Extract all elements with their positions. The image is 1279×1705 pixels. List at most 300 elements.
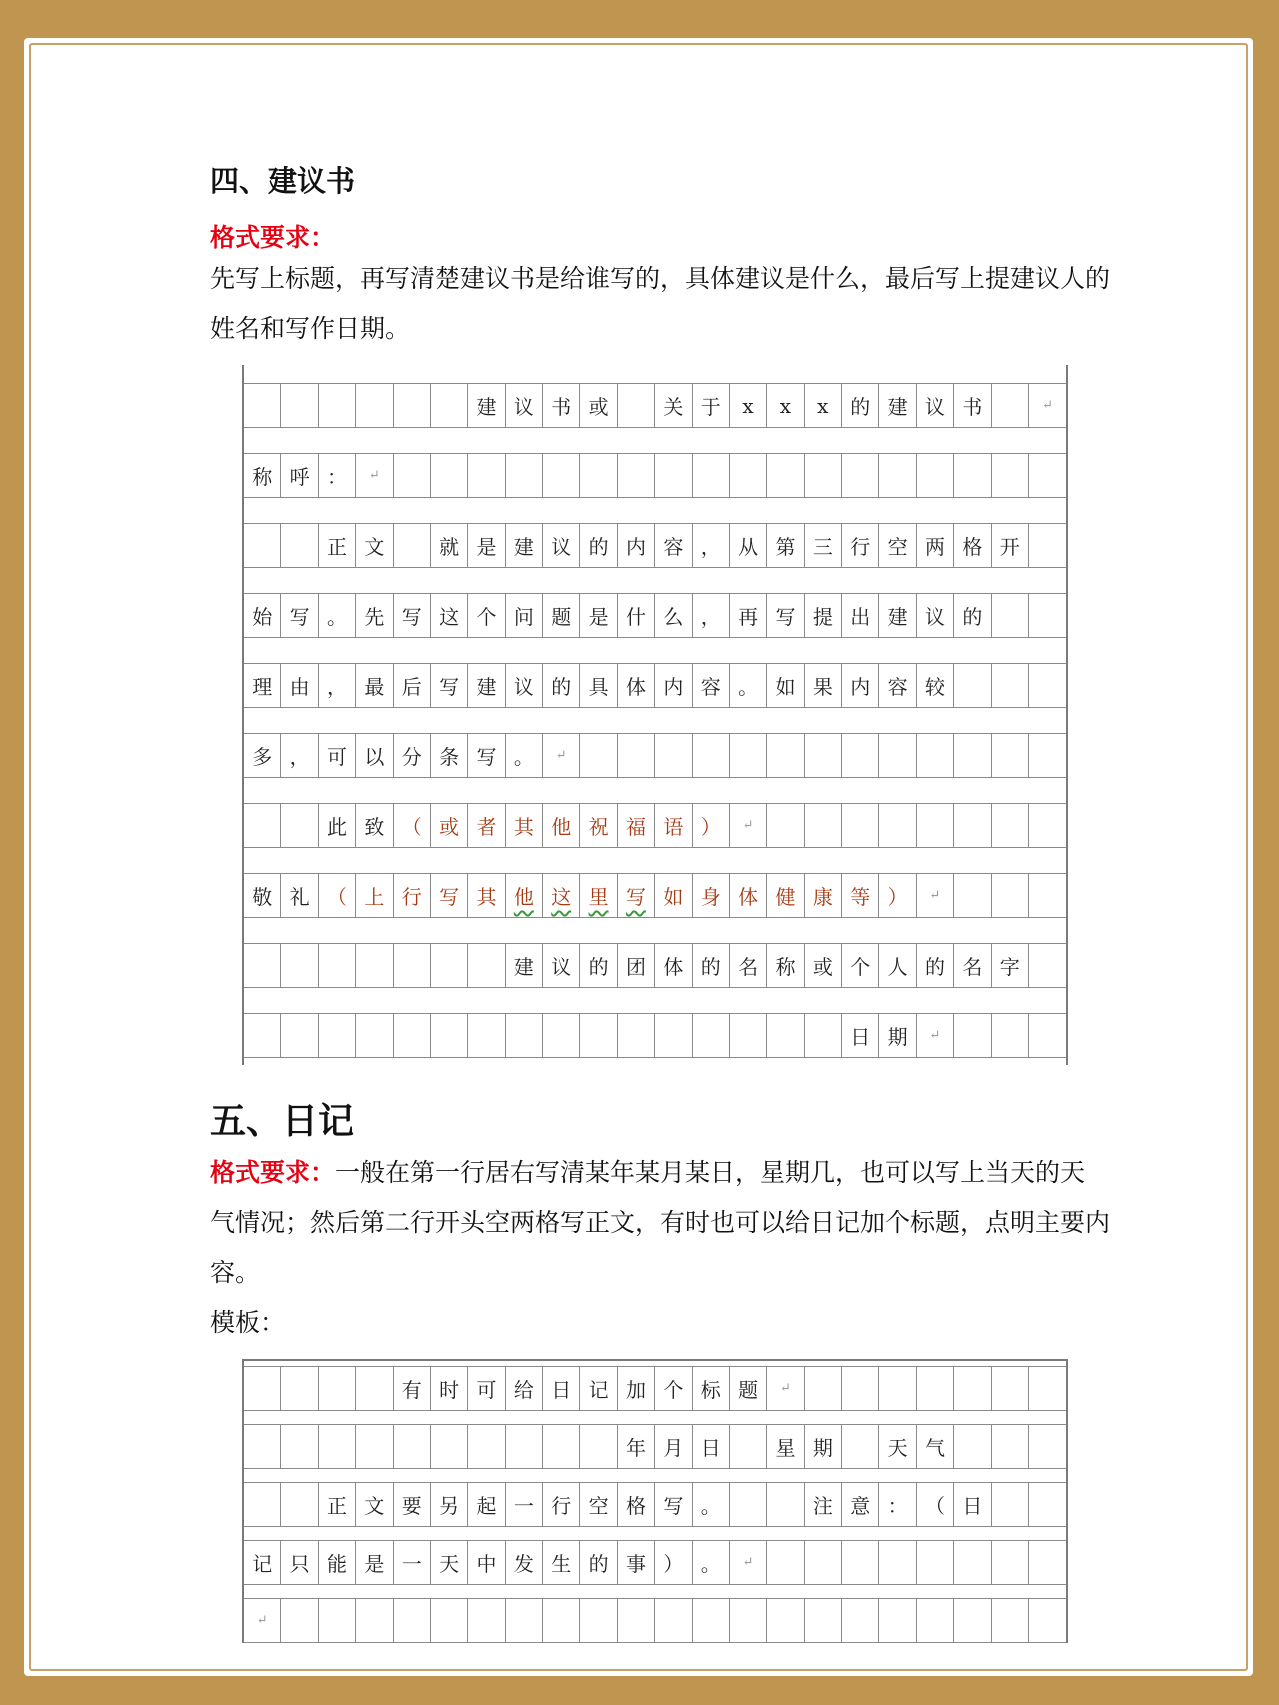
grid-cell bbox=[917, 804, 954, 847]
grid-cell bbox=[992, 1425, 1029, 1468]
grid-cell: 礼 bbox=[281, 874, 318, 917]
grid-cell bbox=[543, 454, 580, 497]
grid-cell bbox=[1029, 1541, 1066, 1584]
grid-cell bbox=[506, 454, 543, 497]
grid-cell: 发 bbox=[506, 1541, 543, 1584]
grid-cell: 行 bbox=[394, 874, 431, 917]
grid-cell: （ bbox=[917, 1483, 954, 1526]
grid-cell bbox=[879, 1599, 916, 1642]
grid-cell: ↵ bbox=[917, 874, 954, 917]
grid-cell: 正 bbox=[319, 524, 356, 567]
grid-cell: 个 bbox=[468, 594, 505, 637]
grid-cell: 者 bbox=[468, 804, 505, 847]
grid-cell bbox=[805, 1599, 842, 1642]
grid-cell: 团 bbox=[618, 944, 655, 987]
grid-cell: ↵ bbox=[543, 734, 580, 777]
grid-cell: 。 bbox=[319, 594, 356, 637]
grid-cell bbox=[281, 1014, 318, 1057]
grid-cell: 建 bbox=[506, 944, 543, 987]
grid-cell: 正 bbox=[319, 1483, 356, 1526]
grid-cell bbox=[655, 1014, 692, 1057]
grid-cell: 容 bbox=[655, 524, 692, 567]
grid-cell bbox=[954, 734, 991, 777]
grid-cell bbox=[1029, 594, 1066, 637]
grid-cell bbox=[281, 1425, 318, 1468]
grid-cell: 里 bbox=[580, 874, 617, 917]
grid-cell bbox=[281, 944, 318, 987]
grid-cell bbox=[954, 874, 991, 917]
grid-cell: 年 bbox=[618, 1425, 655, 1468]
grid-cell bbox=[730, 734, 767, 777]
grid-cell bbox=[767, 1599, 804, 1642]
grid-cell: 。 bbox=[693, 1541, 730, 1584]
grid-cell: 健 bbox=[767, 874, 804, 917]
grid-cell bbox=[917, 1599, 954, 1642]
template-label: 模板： bbox=[210, 1308, 286, 1337]
grid-cell: 写 bbox=[394, 594, 431, 637]
grid-cell bbox=[244, 1425, 281, 1468]
grid-cell bbox=[655, 734, 692, 777]
grid-cell: 可 bbox=[319, 734, 356, 777]
grid-cell: 出 bbox=[842, 594, 879, 637]
grid-cell: 身 bbox=[693, 874, 730, 917]
grid-cell bbox=[730, 1483, 767, 1526]
grid-cell: 。 bbox=[693, 1483, 730, 1526]
grid-cell: 提 bbox=[805, 594, 842, 637]
section-4-description: 先写上标题，再写清楚建议书是给谁写的，具体建议是什么，最后写上提建议人的姓名和写作日期。 bbox=[210, 264, 1111, 343]
grid-cell bbox=[506, 1425, 543, 1468]
grid-cell bbox=[879, 454, 916, 497]
grid-cell: 理 bbox=[244, 664, 281, 707]
grid-cell: 的 bbox=[580, 524, 617, 567]
grid-cell: 如 bbox=[655, 874, 692, 917]
grid-cell: 标 bbox=[693, 1367, 730, 1410]
grid-cell: 。 bbox=[730, 664, 767, 707]
grid-cell bbox=[992, 1599, 1029, 1642]
grid-cell bbox=[954, 664, 991, 707]
grid-cell bbox=[618, 734, 655, 777]
grid-cell bbox=[1029, 664, 1066, 707]
grid-cell: 敬 bbox=[244, 874, 281, 917]
grid-cell: 有 bbox=[394, 1367, 431, 1410]
grid-cell bbox=[842, 804, 879, 847]
grid-cell bbox=[992, 454, 1029, 497]
grid-cell: 容 bbox=[879, 664, 916, 707]
grid-cell: 祝 bbox=[580, 804, 617, 847]
grid-cell: 两 bbox=[917, 524, 954, 567]
grid-cell: 生 bbox=[543, 1541, 580, 1584]
grid-cell: 另 bbox=[431, 1483, 468, 1526]
grid-cell: 议 bbox=[506, 664, 543, 707]
grid-cell: 书 bbox=[954, 384, 991, 427]
grid-cell bbox=[580, 1599, 617, 1642]
grid-cell bbox=[618, 454, 655, 497]
grid-cell bbox=[992, 384, 1029, 427]
grid-cell bbox=[842, 1541, 879, 1584]
grid-cell bbox=[281, 1367, 318, 1410]
grid-cell bbox=[1029, 1483, 1066, 1526]
grid-cell: 个 bbox=[655, 1367, 692, 1410]
grid-cell bbox=[730, 1599, 767, 1642]
grid-cell bbox=[879, 1367, 916, 1410]
grid-cell bbox=[992, 1367, 1029, 1410]
grid-cell: 建 bbox=[879, 594, 916, 637]
grid-cell: 写 bbox=[767, 594, 804, 637]
grid-cell bbox=[1029, 944, 1066, 987]
grid-cell: 格 bbox=[618, 1483, 655, 1526]
grid-cell bbox=[1029, 874, 1066, 917]
grid-row bbox=[244, 663, 1066, 708]
grid-cell bbox=[767, 804, 804, 847]
grid-cell: 建 bbox=[468, 384, 505, 427]
grid-cell bbox=[992, 1014, 1029, 1057]
grid-cell bbox=[1029, 1599, 1066, 1642]
grid-cell: 的 bbox=[693, 944, 730, 987]
grid-cell bbox=[842, 1367, 879, 1410]
grid-cell bbox=[917, 1541, 954, 1584]
grid-cell bbox=[431, 1425, 468, 1468]
grid-cell: 容 bbox=[693, 664, 730, 707]
grid-cell bbox=[356, 1367, 393, 1410]
grid-row bbox=[244, 593, 1066, 638]
grid-cell: 文 bbox=[356, 1483, 393, 1526]
grid-cell: 他 bbox=[506, 874, 543, 917]
grid-cell: 格 bbox=[954, 524, 991, 567]
grid-cell: 起 bbox=[468, 1483, 505, 1526]
grid-row bbox=[244, 1540, 1066, 1585]
grid-cell: 星 bbox=[767, 1425, 804, 1468]
grid-cell bbox=[431, 1014, 468, 1057]
grid-cell bbox=[917, 734, 954, 777]
grid-cell: ， bbox=[693, 594, 730, 637]
grid-cell bbox=[580, 734, 617, 777]
grid-cell: 建 bbox=[879, 384, 916, 427]
grid-cell bbox=[580, 454, 617, 497]
grid-cell: 以 bbox=[356, 734, 393, 777]
grid-cell: 注 bbox=[805, 1483, 842, 1526]
grid-cell bbox=[954, 804, 991, 847]
grid-cell: 人 bbox=[879, 944, 916, 987]
grid-cell: 天 bbox=[879, 1425, 916, 1468]
grid-cell: 或 bbox=[431, 804, 468, 847]
grid-cell: 文 bbox=[356, 524, 393, 567]
grid-cell: 体 bbox=[618, 664, 655, 707]
grid-cell bbox=[618, 384, 655, 427]
grid-cell bbox=[992, 734, 1029, 777]
grid-cell: 称 bbox=[244, 454, 281, 497]
grid-cell bbox=[394, 384, 431, 427]
grid-cell: 致 bbox=[356, 804, 393, 847]
grid-cell: ↵ bbox=[730, 1541, 767, 1584]
grid-cell bbox=[618, 1014, 655, 1057]
grid-cell: 空 bbox=[580, 1483, 617, 1526]
grid-cell bbox=[244, 1367, 281, 1410]
grid-cell bbox=[767, 1014, 804, 1057]
grid-cell: 的 bbox=[580, 1541, 617, 1584]
grid-cell: 此 bbox=[319, 804, 356, 847]
grid-cell bbox=[879, 804, 916, 847]
grid-cell bbox=[655, 454, 692, 497]
grid-cell: 第 bbox=[767, 524, 804, 567]
grid-cell bbox=[1029, 524, 1066, 567]
grid-cell bbox=[992, 1483, 1029, 1526]
grid-cell bbox=[992, 874, 1029, 917]
grid-cell: 开 bbox=[992, 524, 1029, 567]
grid-cell: 日 bbox=[842, 1014, 879, 1057]
grid-cell: 具 bbox=[580, 664, 617, 707]
grid-cell bbox=[992, 1541, 1029, 1584]
grid-cell bbox=[394, 1014, 431, 1057]
grid-cell: x bbox=[730, 384, 767, 427]
grid-cell: 一 bbox=[394, 1541, 431, 1584]
grid-cell bbox=[693, 1599, 730, 1642]
grid-cell bbox=[580, 1425, 617, 1468]
grid-cell bbox=[468, 1014, 505, 1057]
grid-cell: 题 bbox=[543, 594, 580, 637]
grid-row bbox=[244, 733, 1066, 778]
grid-row bbox=[244, 1482, 1066, 1527]
grid-cell: 这 bbox=[543, 874, 580, 917]
grid-cell: 名 bbox=[730, 944, 767, 987]
grid-cell bbox=[842, 1599, 879, 1642]
grid-cell: ） bbox=[655, 1541, 692, 1584]
grid-row bbox=[244, 943, 1066, 988]
grid-row bbox=[244, 523, 1066, 568]
grid-cell bbox=[244, 944, 281, 987]
grid-cell: 先 bbox=[356, 594, 393, 637]
grid-cell: 记 bbox=[244, 1541, 281, 1584]
grid-cell: 或 bbox=[580, 384, 617, 427]
section-4-title: 四、建议书 bbox=[210, 164, 356, 198]
grid-cell bbox=[431, 384, 468, 427]
grid-row bbox=[244, 453, 1066, 498]
grid-cell bbox=[842, 1425, 879, 1468]
grid-cell bbox=[431, 454, 468, 497]
grid-cell bbox=[954, 454, 991, 497]
grid-cell: 加 bbox=[618, 1367, 655, 1410]
grid-cell bbox=[319, 1367, 356, 1410]
grid-cell bbox=[580, 1014, 617, 1057]
grid-cell: 体 bbox=[655, 944, 692, 987]
grid-cell: 月 bbox=[655, 1425, 692, 1468]
grid-cell bbox=[319, 1014, 356, 1057]
grid-cell bbox=[319, 1599, 356, 1642]
grid-cell: 问 bbox=[506, 594, 543, 637]
grid-cell: 议 bbox=[506, 384, 543, 427]
grid-cell: 后 bbox=[394, 664, 431, 707]
grid-cell: 三 bbox=[805, 524, 842, 567]
grid-cell: 。 bbox=[506, 734, 543, 777]
grid-cell bbox=[468, 1425, 505, 1468]
grid-cell bbox=[281, 524, 318, 567]
grid-cell: 是 bbox=[356, 1541, 393, 1584]
grid-cell: 行 bbox=[842, 524, 879, 567]
grid-cell bbox=[842, 454, 879, 497]
grid-cell: 康 bbox=[805, 874, 842, 917]
grid-cell: 写 bbox=[618, 874, 655, 917]
grid-cell bbox=[394, 944, 431, 987]
grid-cell bbox=[954, 1599, 991, 1642]
grid-cell bbox=[805, 804, 842, 847]
grid-cell: 的 bbox=[842, 384, 879, 427]
section-5-title: 五、日记 bbox=[210, 1101, 355, 1142]
grid-cell bbox=[244, 1014, 281, 1057]
grid-cell bbox=[356, 384, 393, 427]
grid-cell: ： bbox=[879, 1483, 916, 1526]
grid-row bbox=[244, 1598, 1066, 1643]
grid-cell bbox=[281, 804, 318, 847]
grid-cell: ↵ bbox=[730, 804, 767, 847]
grid-cell: 个 bbox=[842, 944, 879, 987]
grid-cell bbox=[1029, 1367, 1066, 1410]
grid-cell: 是 bbox=[580, 594, 617, 637]
format-label: 格式要求： bbox=[210, 1158, 336, 1187]
grid-cell: 关 bbox=[655, 384, 692, 427]
grid-cell: 再 bbox=[730, 594, 767, 637]
grid-cell bbox=[431, 1599, 468, 1642]
grid-cell: 期 bbox=[805, 1425, 842, 1468]
grid-cell bbox=[1029, 804, 1066, 847]
grid-cell: 议 bbox=[543, 944, 580, 987]
grid-cell bbox=[543, 1599, 580, 1642]
grid-cell: 空 bbox=[879, 524, 916, 567]
grid-cell bbox=[506, 1599, 543, 1642]
grid-cell bbox=[655, 1599, 692, 1642]
grid-cell bbox=[319, 944, 356, 987]
grid-cell bbox=[356, 1599, 393, 1642]
grid-row bbox=[244, 873, 1066, 918]
grid-cell bbox=[281, 1599, 318, 1642]
grid-cell bbox=[805, 1014, 842, 1057]
grid-row bbox=[244, 383, 1066, 428]
page-card bbox=[24, 38, 1253, 1676]
grid-cell: 是 bbox=[468, 524, 505, 567]
grid-cell: ） bbox=[693, 804, 730, 847]
grid-cell: 内 bbox=[842, 664, 879, 707]
suggestion-letter-grid bbox=[242, 365, 1068, 1065]
section-5-description bbox=[210, 1148, 1110, 1298]
grid-cell: 建 bbox=[468, 664, 505, 707]
grid-cell bbox=[356, 1014, 393, 1057]
grid-cell: ↵ bbox=[917, 1014, 954, 1057]
grid-cell bbox=[879, 734, 916, 777]
grid-cell bbox=[319, 384, 356, 427]
grid-cell bbox=[244, 524, 281, 567]
grid-cell: 天 bbox=[431, 1541, 468, 1584]
grid-cell: 事 bbox=[618, 1541, 655, 1584]
grid-cell bbox=[244, 804, 281, 847]
grid-cell bbox=[543, 1425, 580, 1468]
grid-cell: 这 bbox=[431, 594, 468, 637]
grid-cell bbox=[767, 1483, 804, 1526]
grid-cell bbox=[543, 1014, 580, 1057]
grid-cell bbox=[244, 384, 281, 427]
grid-cell bbox=[730, 1425, 767, 1468]
grid-cell: 称 bbox=[767, 944, 804, 987]
grid-cell: 中 bbox=[468, 1541, 505, 1584]
grid-cell: 其 bbox=[506, 804, 543, 847]
grid-cell: 字 bbox=[992, 944, 1029, 987]
grid-cell: 分 bbox=[394, 734, 431, 777]
grid-cell bbox=[730, 1014, 767, 1057]
grid-cell bbox=[1029, 454, 1066, 497]
grid-cell: ： bbox=[319, 454, 356, 497]
grid-cell: 气 bbox=[917, 1425, 954, 1468]
grid-cell: ， bbox=[319, 664, 356, 707]
grid-cell: 日 bbox=[693, 1425, 730, 1468]
grid-cell: （ bbox=[394, 804, 431, 847]
grid-cell bbox=[468, 454, 505, 497]
grid-cell: 最 bbox=[356, 664, 393, 707]
grid-cell: 福 bbox=[618, 804, 655, 847]
grid-cell: ， bbox=[693, 524, 730, 567]
grid-cell bbox=[506, 1014, 543, 1057]
grid-cell: 写 bbox=[281, 594, 318, 637]
grid-cell: 语 bbox=[655, 804, 692, 847]
grid-cell: 体 bbox=[730, 874, 767, 917]
grid-cell: 较 bbox=[917, 664, 954, 707]
grid-cell: 条 bbox=[431, 734, 468, 777]
grid-cell bbox=[618, 1599, 655, 1642]
grid-cell: ↵ bbox=[356, 454, 393, 497]
grid-cell: 上 bbox=[356, 874, 393, 917]
grid-cell: 记 bbox=[580, 1367, 617, 1410]
grid-cell: 日 bbox=[543, 1367, 580, 1410]
grid-cell bbox=[954, 1367, 991, 1410]
grid-cell: 写 bbox=[431, 874, 468, 917]
grid-cell bbox=[992, 664, 1029, 707]
grid-cell bbox=[805, 1541, 842, 1584]
grid-cell bbox=[281, 384, 318, 427]
grid-cell: 其 bbox=[468, 874, 505, 917]
grid-cell bbox=[730, 454, 767, 497]
grid-cell bbox=[356, 1425, 393, 1468]
grid-cell: 写 bbox=[468, 734, 505, 777]
grid-cell bbox=[805, 734, 842, 777]
grid-cell bbox=[1029, 1014, 1066, 1057]
grid-cell: 果 bbox=[805, 664, 842, 707]
format-label: 格式要求： bbox=[210, 223, 336, 252]
grid-cell: 意 bbox=[842, 1483, 879, 1526]
grid-cell bbox=[954, 1425, 991, 1468]
grid-cell: 一 bbox=[506, 1483, 543, 1526]
grid-cell bbox=[394, 1425, 431, 1468]
grid-cell: 书 bbox=[543, 384, 580, 427]
grid-cell: （ bbox=[319, 874, 356, 917]
grid-cell: 他 bbox=[543, 804, 580, 847]
grid-cell: 从 bbox=[730, 524, 767, 567]
grid-cell bbox=[767, 1541, 804, 1584]
grid-row bbox=[244, 1366, 1066, 1411]
grid-cell: 如 bbox=[767, 664, 804, 707]
grid-cell: ↵ bbox=[244, 1599, 281, 1642]
grid-cell bbox=[954, 1541, 991, 1584]
grid-cell bbox=[992, 804, 1029, 847]
grid-cell: 么 bbox=[655, 594, 692, 637]
grid-cell: 日 bbox=[954, 1483, 991, 1526]
grid-cell bbox=[917, 1367, 954, 1410]
grid-cell: 内 bbox=[655, 664, 692, 707]
grid-cell bbox=[394, 454, 431, 497]
grid-cell: 名 bbox=[954, 944, 991, 987]
grid-cell bbox=[244, 1483, 281, 1526]
grid-cell: 呼 bbox=[281, 454, 318, 497]
grid-cell bbox=[1029, 734, 1066, 777]
grid-cell: 给 bbox=[506, 1367, 543, 1410]
grid-cell bbox=[468, 1599, 505, 1642]
grid-cell: 等 bbox=[842, 874, 879, 917]
grid-cell bbox=[693, 1014, 730, 1057]
